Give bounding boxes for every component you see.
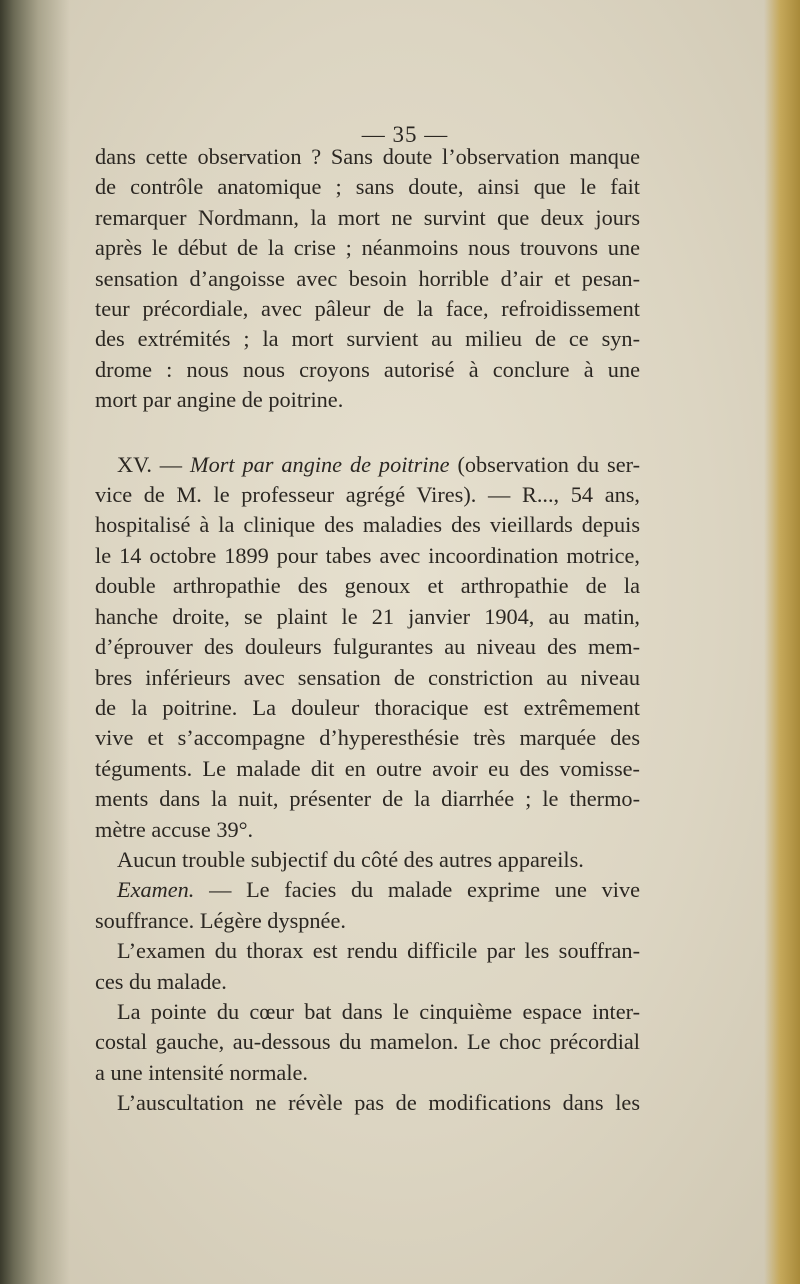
- binding-shadow: [0, 0, 70, 1284]
- text-line: téguments. Le malade dit en outre avoir eu des vomisse-: [95, 755, 640, 781]
- body-text: [95, 142, 640, 1119]
- paragraph-subjective: [95, 845, 640, 875]
- paragraph-heart: [95, 997, 640, 1088]
- text-line: bres inférieurs avec sensation de constriction au niveau: [95, 664, 640, 690]
- text-line: ments dans la nuit, présenter de la diarrhée ; le thermo-: [95, 786, 640, 812]
- examen-label: Examen.: [117, 877, 195, 903]
- text-line: ces du malade.: [95, 968, 227, 994]
- text-line: de contrôle anatomique ; sans doute, ainsi que le fait: [95, 174, 640, 200]
- text-line: de la poitrine. La douleur thoracique est extrêmement: [95, 694, 640, 720]
- text-line: costal gauche, au-dessous du mamelon. Le choc précordial: [95, 1029, 640, 1055]
- text-line: vive et s’accompagne d’hyperesthésie très marquée des: [95, 725, 640, 751]
- text-line: L’auscultation ne révèle pas de modifications dans les: [117, 1090, 640, 1116]
- paragraph-thorax: [95, 936, 640, 997]
- text-line: a une intensité normale.: [95, 1059, 308, 1085]
- text-line: hanche droite, se plaint le 21 janvier 1904, au matin,: [95, 603, 640, 629]
- paragraph-auscultation: [95, 1088, 640, 1118]
- text-line: d’éprouver des douleurs fulgurantes au niveau des mem-: [95, 634, 640, 660]
- examen-heading-line: [95, 875, 640, 905]
- observation-heading-line: [95, 450, 640, 480]
- text-line: souffrance. Légère dyspnée.: [95, 907, 346, 933]
- page-number: — 35 —: [361, 122, 449, 147]
- text-line: vice de M. le professeur agrégé Vires). — R..., 54 ans,: [95, 482, 640, 508]
- paragraph-observation-discussion: [95, 142, 640, 416]
- text-line: mètre accuse 39°.: [95, 816, 254, 842]
- observation-number: XV. —: [117, 451, 191, 477]
- paragraph-observation-xv: [95, 450, 640, 845]
- text-line: sensation d’angoisse avec besoin horrible d’air et pesan-: [95, 265, 640, 291]
- text-line: double arthropathie des genoux et arthropathie de la: [95, 573, 640, 599]
- text-line: remarquer Nordmann, la mort ne survint que deux jours: [95, 204, 640, 230]
- page-edge: [764, 0, 800, 1284]
- observation-title: Mort par angine de poitrine: [190, 451, 450, 477]
- text-line: teur précordiale, avec pâleur de la face, refroidissement: [95, 296, 640, 322]
- text-line: Aucun trouble subjectif du côté des autres appareils.: [117, 846, 584, 872]
- text-line: le 14 octobre 1899 pour tabes avec incoordination motrice,: [95, 542, 640, 568]
- text-line: L’examen du thorax est rendu difficile par les souffran-: [117, 938, 640, 964]
- text-line: après le début de la crise ; néanmoins nous trouvons une: [95, 235, 640, 261]
- text-line: des extrémités ; la mort survient au milieu de ce syn-: [95, 326, 640, 352]
- paragraph-examen: [95, 875, 640, 936]
- paragraph-gap: [95, 416, 640, 450]
- observation-source: (observation du ser-: [449, 451, 640, 477]
- text-line: La pointe du cœur bat dans le cinquième espace inter-: [117, 998, 640, 1024]
- text-line: hospitalisé à la clinique des maladies des vieillards depuis: [95, 512, 640, 538]
- examen-text: — Le facies du malade exprime une vive: [194, 877, 640, 903]
- text-line: mort par angine de poitrine.: [95, 387, 344, 413]
- text-line: drome : nous nous croyons autorisé à conclure à une: [95, 356, 640, 382]
- text-line: dans cette observation ? Sans doute l’observation manque: [95, 144, 640, 169]
